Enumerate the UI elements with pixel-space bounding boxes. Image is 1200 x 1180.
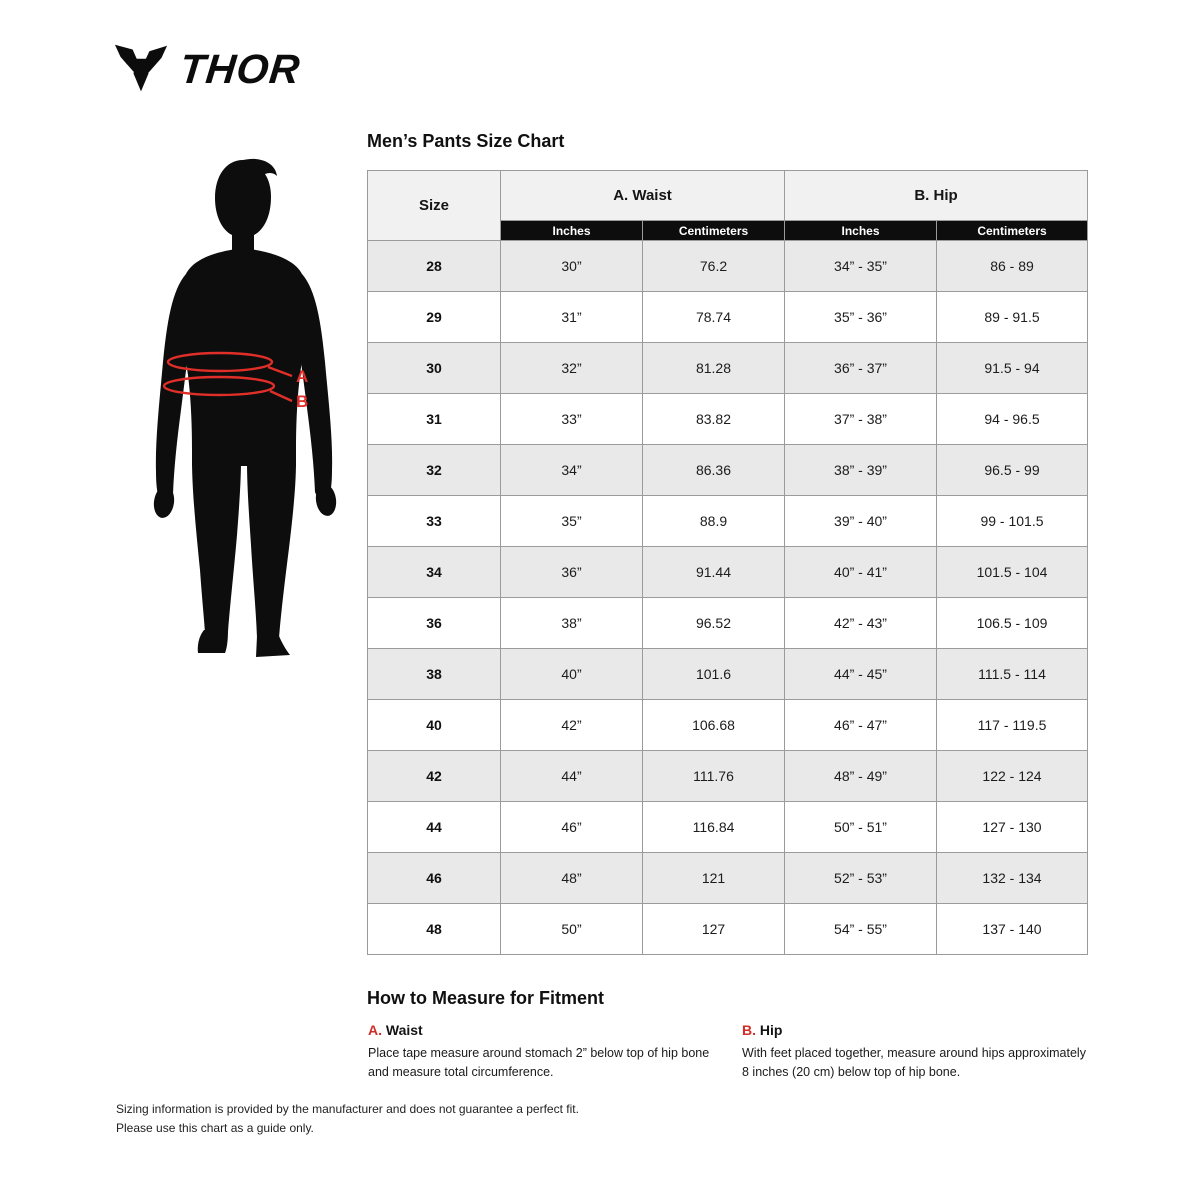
hip-inches-cell: 46” - 47” [785, 700, 937, 751]
size-cell: 36 [368, 598, 501, 649]
size-cell: 29 [368, 292, 501, 343]
hip-inches-cell: 34” - 35” [785, 241, 937, 292]
header-hip-inches: Inches [785, 221, 937, 241]
waist-inches-cell: 44” [501, 751, 643, 802]
hip-inches-cell: 38” - 39” [785, 445, 937, 496]
measure-waist-letter: A. [368, 1022, 382, 1038]
waist-inches-cell: 32” [501, 343, 643, 394]
hip-cm-cell: 122 - 124 [937, 751, 1088, 802]
hip-cm-cell: 94 - 96.5 [937, 394, 1088, 445]
hip-label-b: B [296, 392, 309, 411]
size-cell: 34 [368, 547, 501, 598]
waist-cm-cell: 88.9 [643, 496, 785, 547]
disclaimer-line-1: Sizing information is provided by the manufacturer and does not guarantee a perfect fit. [116, 1102, 579, 1116]
howto-title: How to Measure for Fitment [367, 988, 605, 1008]
waist-inches-cell: 31” [501, 292, 643, 343]
waist-label-a: A [296, 367, 309, 386]
hip-inches-cell: 35” - 36” [785, 292, 937, 343]
waist-cm-cell: 96.52 [643, 598, 785, 649]
waist-cm-cell: 83.82 [643, 394, 785, 445]
hip-inches-cell: 52” - 53” [785, 853, 937, 904]
waist-inches-cell: 50” [501, 904, 643, 955]
size-cell: 28 [368, 241, 501, 292]
size-cell: 48 [368, 904, 501, 955]
waist-inches-cell: 34” [501, 445, 643, 496]
waist-cm-cell: 116.84 [643, 802, 785, 853]
measure-waist-text: Place tape measure around stomach 2” below top of hip bone and measure total circumference. [368, 1046, 710, 1079]
waist-inches-cell: 35” [501, 496, 643, 547]
waist-cm-cell: 91.44 [643, 547, 785, 598]
hip-inches-cell: 40” - 41” [785, 547, 937, 598]
waist-cm-cell: 127 [643, 904, 785, 955]
disclaimer-line-2: Please use this chart as a guide only. [116, 1121, 314, 1136]
hip-cm-cell: 137 - 140 [937, 904, 1088, 955]
hip-cm-cell: 106.5 - 109 [937, 598, 1088, 649]
hip-cm-cell: 86 - 89 [937, 241, 1088, 292]
waist-inches-cell: 42” [501, 700, 643, 751]
size-cell: 42 [368, 751, 501, 802]
male-silhouette-icon [140, 150, 360, 660]
measure-section-waist [368, 1022, 720, 1082]
waist-inches-cell: 48” [501, 853, 643, 904]
hip-cm-cell: 99 - 101.5 [937, 496, 1088, 547]
hip-inches-cell: 54” - 55” [785, 904, 937, 955]
hip-inches-cell: 50” - 51” [785, 802, 937, 853]
measure-waist-heading [368, 1022, 720, 1038]
waist-inches-cell: 36” [501, 547, 643, 598]
waist-inches-cell: 46” [501, 802, 643, 853]
hip-inches-cell: 39” - 40” [785, 496, 937, 547]
header-size: Size [368, 171, 501, 241]
hip-cm-cell: 91.5 - 94 [937, 343, 1088, 394]
measurement-figure [140, 150, 360, 660]
measure-section-hip [742, 1022, 1094, 1082]
hip-cm-cell: 117 - 119.5 [937, 700, 1088, 751]
header-hip: B. Hip [785, 171, 1088, 221]
size-cell: 46 [368, 853, 501, 904]
header-waist-inches: Inches [501, 221, 643, 241]
header-waist: A. Waist [501, 171, 785, 221]
size-table [367, 170, 1088, 955]
measure-hip-heading [742, 1022, 1094, 1038]
measure-waist-name: Waist [385, 1022, 423, 1038]
hip-cm-cell: 132 - 134 [937, 853, 1088, 904]
header-waist-centimeters: Centimeters [643, 221, 785, 241]
brand-logo [114, 44, 303, 94]
waist-cm-cell: 106.68 [643, 700, 785, 751]
waist-cm-cell: 81.28 [643, 343, 785, 394]
hip-cm-cell: 89 - 91.5 [937, 292, 1088, 343]
size-cell: 40 [368, 700, 501, 751]
size-cell: 32 [368, 445, 501, 496]
waist-inches-cell: 40” [501, 649, 643, 700]
hip-cm-cell: 96.5 - 99 [937, 445, 1088, 496]
brand-wordmark: THOR [177, 45, 303, 92]
hip-cm-cell: 111.5 - 114 [937, 649, 1088, 700]
hip-cm-cell: 127 - 130 [937, 802, 1088, 853]
waist-cm-cell: 111.76 [643, 751, 785, 802]
hip-cm-cell: 101.5 - 104 [937, 547, 1088, 598]
hip-inches-cell: 42” - 43” [785, 598, 937, 649]
hip-inches-cell: 44” - 45” [785, 649, 937, 700]
waist-cm-cell: 121 [643, 853, 785, 904]
waist-cm-cell: 76.2 [643, 241, 785, 292]
waist-inches-cell: 30” [501, 241, 643, 292]
waist-cm-cell: 86.36 [643, 445, 785, 496]
size-cell: 30 [368, 343, 501, 394]
page-title: Men’s Pants Size Chart [367, 131, 565, 151]
size-cell: 31 [368, 394, 501, 445]
header-hip-centimeters: Centimeters [937, 221, 1088, 241]
waist-inches-cell: 33” [501, 394, 643, 445]
disclaimer [116, 1100, 579, 1138]
hip-inches-cell: 48” - 49” [785, 751, 937, 802]
hip-inches-cell: 37” - 38” [785, 394, 937, 445]
measure-hip-name: Hip [759, 1022, 783, 1038]
measure-hip-letter: B. [742, 1022, 756, 1038]
size-cell: 33 [368, 496, 501, 547]
hip-inches-cell: 36” - 37” [785, 343, 937, 394]
waist-cm-cell: 78.74 [643, 292, 785, 343]
waist-inches-cell: 38” [501, 598, 643, 649]
waist-cm-cell: 101.6 [643, 649, 785, 700]
size-cell: 38 [368, 649, 501, 700]
thor-horns-icon [114, 44, 168, 94]
size-cell: 44 [368, 802, 501, 853]
measure-hip-text: With feet placed together, measure around hips approximately 8 inches (20 cm) below top of hip bone. [742, 1046, 1086, 1079]
